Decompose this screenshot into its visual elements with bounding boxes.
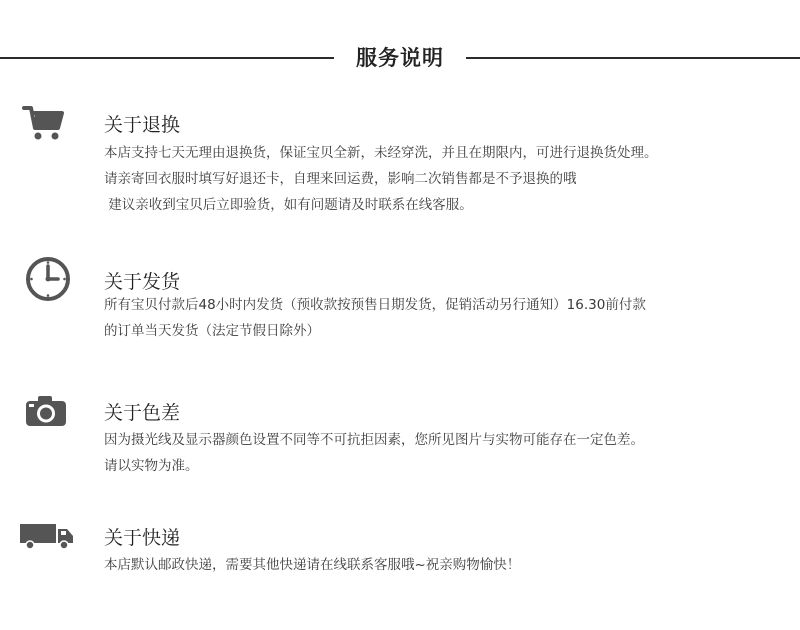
section-line: 因为摄光线及显示器颜色设置不同等不可抗拒因素，您所见图片与实物可能存在一定色差。	[104, 432, 644, 448]
section-heading: 关于快递	[104, 527, 181, 549]
header-divider-right	[466, 57, 800, 59]
section-line: 本店默认邮政快递，需要其他快递请在线联系客服哦~祝亲购物愉快！	[104, 557, 521, 573]
section-body	[104, 140, 794, 218]
shopping-cart-icon	[22, 104, 66, 146]
clock-icon	[24, 255, 72, 307]
section-line: 所有宝贝付款后48小时内发货（预收款按预售日期发货，促销活动另行通知）16.30前付款	[104, 297, 646, 313]
truck-icon	[20, 522, 74, 554]
header	[0, 40, 800, 76]
section-body	[104, 552, 794, 578]
section-heading: 关于色差	[104, 402, 181, 424]
section-body	[104, 427, 794, 479]
section-body	[104, 292, 794, 344]
section-line: 请亲寄回衣服时填写好退还卡，自理来回运费，影响二次销售都是不予退换的哦	[104, 171, 577, 187]
section-heading: 关于发货	[104, 271, 181, 293]
header-divider-left	[0, 57, 334, 59]
section-line: 的订单当天发货（法定节假日除外）	[104, 323, 320, 339]
section-line: 请以实物为准。	[104, 458, 199, 474]
section-line: 建议亲收到宝贝后立即验货，如有问题请及时联系在线客服。	[104, 197, 473, 213]
page-title: 服务说明	[356, 46, 444, 70]
camera-icon	[25, 395, 67, 431]
section-heading: 关于退换	[104, 114, 181, 136]
section-line: 本店支持七天无理由退换货，保证宝贝全新，未经穿洗，并且在期限内，可进行退换货处理。	[104, 145, 658, 161]
